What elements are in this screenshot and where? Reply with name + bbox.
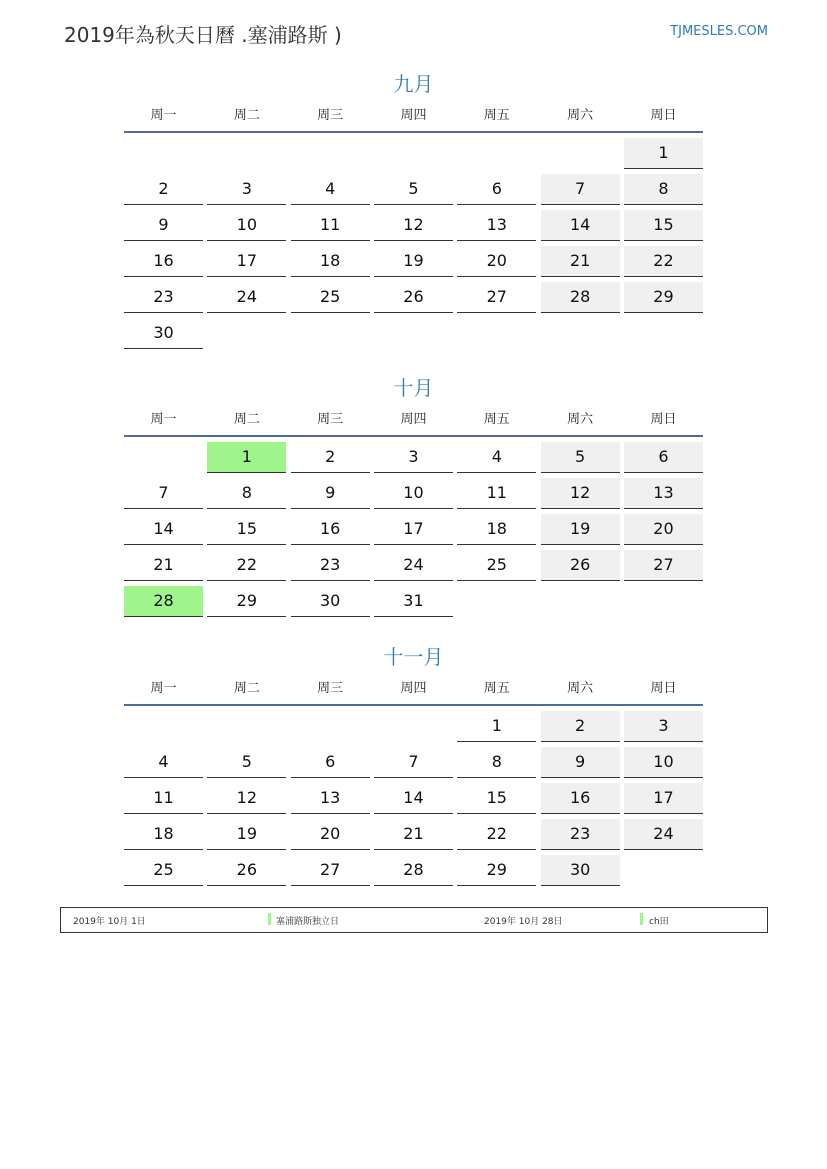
day-cell[interactable]: 14: [541, 210, 620, 241]
day-cell[interactable]: 4: [457, 442, 536, 473]
day-cell[interactable]: 13: [457, 210, 536, 241]
day-cell[interactable]: 24: [207, 282, 286, 313]
day-cell[interactable]: 26: [207, 855, 286, 886]
day-cell[interactable]: 19: [541, 514, 620, 545]
empty-day-cell: [124, 138, 203, 168]
page-title: 2019年為秋天日曆 .塞浦路斯 ): [64, 23, 342, 47]
day-cell[interactable]: 23: [291, 550, 370, 581]
weekday-label: 周一: [150, 412, 177, 427]
holiday-color-marker: [268, 913, 271, 925]
day-cell[interactable]: 2: [541, 711, 620, 742]
day-cell[interactable]: 15: [207, 514, 286, 545]
weekday-label: 周五: [483, 681, 510, 696]
weekday-label: 周六: [567, 681, 594, 696]
day-cell[interactable]: 17: [207, 246, 286, 277]
empty-day-cell: [124, 711, 203, 741]
week-row: [124, 747, 703, 778]
week-row: [124, 138, 703, 169]
day-cell[interactable]: 25: [124, 855, 203, 886]
weekday-label: 周三: [317, 108, 344, 123]
day-cell[interactable]: 26: [374, 282, 453, 313]
day-cell[interactable]: 10: [624, 747, 703, 778]
day-cell[interactable]: 13: [624, 478, 703, 509]
day-cell[interactable]: 4: [124, 747, 203, 778]
day-cell[interactable]: 18: [457, 514, 536, 545]
day-cell[interactable]: 8: [207, 478, 286, 509]
month-title: 十月: [393, 376, 434, 400]
weekday-label: 周四: [400, 412, 427, 427]
day-cell[interactable]: 20: [624, 514, 703, 545]
day-cell[interactable]: 7: [374, 747, 453, 778]
day-cell[interactable]: 17: [374, 514, 453, 545]
week-row: [124, 174, 703, 205]
empty-day-cell: [207, 318, 286, 348]
weekday-label: 周三: [317, 681, 344, 696]
empty-day-cell: [207, 711, 286, 741]
empty-day-cell: [624, 586, 703, 616]
empty-day-cell: [374, 711, 453, 741]
empty-day-cell: [624, 855, 703, 885]
day-cell[interactable]: 12: [207, 783, 286, 814]
weekday-label: 周六: [567, 108, 594, 123]
week-row: [124, 478, 703, 509]
day-cell[interactable]: 8: [457, 747, 536, 778]
month-grid: [124, 442, 703, 617]
weekday-label: 周六: [567, 412, 594, 427]
week-row: [124, 783, 703, 814]
empty-day-cell: [291, 318, 370, 348]
day-cell[interactable]: 3: [624, 711, 703, 742]
day-cell[interactable]: 7: [124, 478, 203, 509]
day-cell[interactable]: 28: [374, 855, 453, 886]
weekday-label: 周日: [650, 412, 677, 427]
day-cell[interactable]: 22: [624, 246, 703, 277]
legend-holiday-name: ch田: [649, 917, 669, 927]
weekday-header: [124, 405, 703, 437]
day-cell[interactable]: 14: [374, 783, 453, 814]
empty-day-cell: [541, 318, 620, 348]
day-cell[interactable]: 10: [207, 210, 286, 241]
week-row: [124, 442, 703, 473]
legend-holiday-name: 塞浦路斯独立日: [276, 917, 340, 927]
day-cell[interactable]: 11: [457, 478, 536, 509]
weekday-header: [124, 674, 703, 706]
day-cell[interactable]: 24: [374, 550, 453, 581]
day-cell[interactable]: 29: [457, 855, 536, 886]
weekday-label: 周五: [483, 412, 510, 427]
day-cell[interactable]: 1: [457, 711, 536, 742]
day-cell[interactable]: 28: [541, 282, 620, 313]
empty-day-cell: [374, 138, 453, 168]
day-cell[interactable]: 9: [291, 478, 370, 509]
weekday-header: [124, 101, 703, 133]
day-cell[interactable]: 12: [541, 478, 620, 509]
weekday-label: 周二: [233, 681, 260, 696]
month-title: 十一月: [383, 645, 444, 669]
day-cell[interactable]: 30: [124, 318, 203, 349]
day-cell[interactable]: 27: [457, 282, 536, 313]
calendar-month-november: [124, 642, 703, 891]
holiday-day-cell[interactable]: 28: [124, 586, 203, 617]
weekday-label: 周三: [317, 412, 344, 427]
day-cell[interactable]: 27: [624, 550, 703, 581]
empty-day-cell: [124, 442, 203, 472]
day-cell[interactable]: 5: [207, 747, 286, 778]
month-grid: [124, 711, 703, 886]
holiday-legend: [60, 907, 768, 933]
day-cell[interactable]: 21: [541, 246, 620, 277]
day-cell[interactable]: 18: [291, 246, 370, 277]
day-cell[interactable]: 2: [291, 442, 370, 473]
day-cell[interactable]: 5: [374, 174, 453, 205]
holiday-day-cell[interactable]: 1: [207, 442, 286, 473]
day-cell[interactable]: 25: [457, 550, 536, 581]
weekday-label: 周一: [150, 108, 177, 123]
week-row: [124, 514, 703, 545]
weekday-label: 周五: [483, 108, 510, 123]
month-grid: [124, 138, 703, 349]
empty-day-cell: [207, 138, 286, 168]
day-cell[interactable]: 16: [291, 514, 370, 545]
day-cell[interactable]: 4: [291, 174, 370, 205]
day-cell[interactable]: 1: [624, 138, 703, 169]
weekday-label: 周日: [650, 681, 677, 696]
day-cell[interactable]: 30: [291, 586, 370, 617]
day-cell[interactable]: 9: [541, 747, 620, 778]
day-cell[interactable]: 19: [374, 246, 453, 277]
empty-day-cell: [374, 318, 453, 348]
day-cell[interactable]: 7: [541, 174, 620, 205]
day-cell[interactable]: 31: [374, 586, 453, 617]
day-cell[interactable]: 16: [124, 246, 203, 277]
weekday-label: 周二: [233, 108, 260, 123]
day-cell[interactable]: 6: [291, 747, 370, 778]
day-cell[interactable]: 15: [457, 783, 536, 814]
day-cell[interactable]: 15: [624, 210, 703, 241]
day-cell[interactable]: 20: [291, 819, 370, 850]
day-cell[interactable]: 10: [374, 478, 453, 509]
day-cell[interactable]: 9: [124, 210, 203, 241]
site-brand-link[interactable]: TJMESLES.COM: [670, 24, 768, 39]
empty-day-cell: [291, 138, 370, 168]
day-cell[interactable]: 14: [124, 514, 203, 545]
day-cell[interactable]: 23: [541, 819, 620, 850]
calendar-month-october: [124, 373, 703, 622]
day-cell[interactable]: 22: [457, 819, 536, 850]
day-cell[interactable]: 11: [124, 783, 203, 814]
weekday-label: 周二: [233, 412, 260, 427]
week-row: [124, 855, 703, 886]
day-cell[interactable]: 21: [374, 819, 453, 850]
weekday-label: 周一: [150, 681, 177, 696]
weekday-label: 周四: [400, 108, 427, 123]
empty-day-cell: [457, 318, 536, 348]
day-cell[interactable]: 3: [374, 442, 453, 473]
day-cell[interactable]: 13: [291, 783, 370, 814]
legend-date: 2019年 10月 28日: [484, 917, 563, 927]
day-cell[interactable]: 6: [457, 174, 536, 205]
day-cell[interactable]: 29: [207, 586, 286, 617]
week-row: [124, 282, 703, 313]
day-cell[interactable]: 24: [624, 819, 703, 850]
empty-day-cell: [624, 318, 703, 348]
weekday-label: 周四: [400, 681, 427, 696]
day-cell[interactable]: 20: [457, 246, 536, 277]
week-row: [124, 210, 703, 241]
week-row: [124, 550, 703, 581]
weekday-label: 周日: [650, 108, 677, 123]
day-cell[interactable]: 22: [207, 550, 286, 581]
legend-date: 2019年 10月 1日: [73, 917, 146, 927]
empty-day-cell: [457, 138, 536, 168]
day-cell[interactable]: 5: [541, 442, 620, 473]
day-cell[interactable]: 17: [624, 783, 703, 814]
calendar-month-september: [124, 69, 703, 354]
day-cell[interactable]: 6: [624, 442, 703, 473]
week-row: [124, 318, 703, 349]
week-row: [124, 819, 703, 850]
day-cell[interactable]: 26: [541, 550, 620, 581]
empty-day-cell: [457, 586, 536, 616]
day-cell[interactable]: 18: [124, 819, 203, 850]
empty-day-cell: [541, 138, 620, 168]
month-title: 九月: [393, 72, 434, 96]
day-cell[interactable]: 23: [124, 282, 203, 313]
day-cell[interactable]: 27: [291, 855, 370, 886]
day-cell[interactable]: 12: [374, 210, 453, 241]
empty-day-cell: [291, 711, 370, 741]
week-row: [124, 586, 703, 617]
week-row: [124, 246, 703, 277]
day-cell[interactable]: 30: [541, 855, 620, 886]
day-cell[interactable]: 25: [291, 282, 370, 313]
day-cell[interactable]: 8: [624, 174, 703, 205]
empty-day-cell: [541, 586, 620, 616]
day-cell[interactable]: 3: [207, 174, 286, 205]
day-cell[interactable]: 16: [541, 783, 620, 814]
week-row: [124, 711, 703, 742]
day-cell[interactable]: 19: [207, 819, 286, 850]
day-cell[interactable]: 21: [124, 550, 203, 581]
day-cell[interactable]: 2: [124, 174, 203, 205]
holiday-color-marker: [640, 913, 643, 925]
day-cell[interactable]: 11: [291, 210, 370, 241]
day-cell[interactable]: 29: [624, 282, 703, 313]
